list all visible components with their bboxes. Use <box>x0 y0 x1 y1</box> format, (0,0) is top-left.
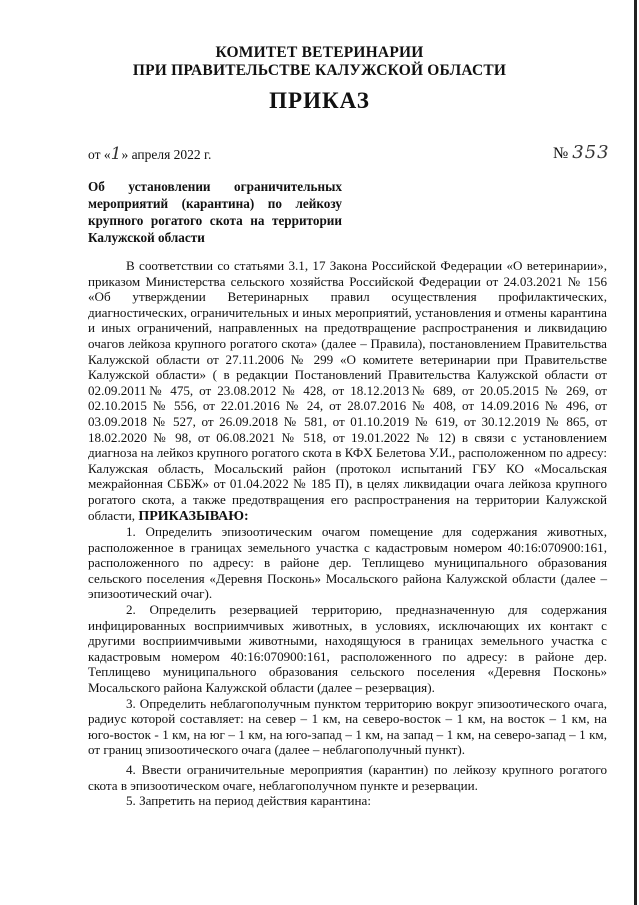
order-body <box>88 258 607 809</box>
number-sign: № <box>553 145 569 162</box>
date-day-handwritten: 1 <box>110 144 122 164</box>
committee-name: КОМИТЕТ ВЕТЕРИНАРИИ <box>215 44 424 61</box>
committee-affiliation: ПРИ ПРАВИТЕЛЬСТВЕ КАЛУЖСКОЙ ОБЛАСТИ <box>132 62 507 79</box>
order-item-2: 2. Определить резервацией территорию, предназначенную для содержания инфицированных восприимчивых животных, в условиях, исключающих их контакт с другими восприимчивыми животными, находящуюся в границах земельного участка с кадастровым номером 40:16:070900:161, расположенного по адресу: в районе дер. Теплищево муниципального образования сельского поселения «Деревня Посконь» Мосальского района Калужской области (далее – резервация). <box>88 602 607 696</box>
date-prefix: от « <box>88 147 111 162</box>
scan-edge-line <box>634 0 637 905</box>
order-directive: ПРИКАЗЫВАЮ: <box>138 508 249 524</box>
order-item-4: 4. Ввести ограничительные мероприятия (карантин) по лейкозу крупного рогатого скота в эпизоотическом очаге, неблагополучном пункте и резервации. <box>88 762 607 793</box>
order-item-3: 3. Определить неблагополучным пунктом территорию вокруг эпизоотического очага, радиус которой составляет: на север – 1 км, на северо-восток – 1 км, на восток – 1 км, на юго-восток - 1 км, на юг – 1 км, на юго-запад – 1 км, на запад – 1 км, на северо-запад – 1 км, от границ эпизоотического очага (далее – неблагополучный пункт). <box>88 695 607 758</box>
preamble-text: В соответствии со статьями 3.1, 17 Закона Российской Федерации «О ветеринарии», приказом Министерства сельского хозяйства Российской Федерации от 24.03.2021 № 156 «Об утверждении Ветеринарных правил осуществления профилактических, диагностических, ограничительных и иных мероприятий, установления и отмены карантина и иных ограничений, направленных на предотвращение распространения и ликвидацию очагов лейкоза крупного рогатого скота» (далее – Правила), постановлением Правительства Калужской области от 27.11.2006 № 299 «О комитете ветеринарии при Правительстве Калужской области» ( в редакции Постановлений Правительства Калужской области от 02.09.2011№ 475, от 23.08.2012 № 428, от 18.12.2013№ 689, от 20.05.2015 № 269, от 02.10.2015 № 556, от 22.01.2016 № 24, от 28.07.2016 № 408, от 14.09.2016 № 496, от 03.09.2018 № 527, от 26.09.2018 № 581, от 01.10.2019 № 619, от 30.12.2019 № 865, от 18.02.2020 № 98, от 06.08.2021 № 518, от 19.01.2022 № 12) в связи с установлением диагноза на лейкоз крупного рогатого скота в КФХ Белетова У.И., расположенном по адресу: Калужская область, Мосальский район (протокол испытаний ГБУ КО «Мосальская межрайонная СББЖ» от 01.04.2022 № 185 П), в целях ликвидации очага лейкоза крупного рогатого скота, а также предотвращения его распространения на территории Калужской области, <box>88 258 607 523</box>
subject-line: мероприятий (карантина) по лейкозу <box>88 196 342 211</box>
preamble-paragraph <box>88 258 607 524</box>
order-item-1: 1. Определить эпизоотическим очагом помещение для содержания животных, расположенное в границах земельного участка с кадастровым номером 40:16:070900:161, расположенного по адресу: в районе дер. Теплищево муниципального образования сельского поселения «Деревня Посконь» Мосальского района Калужской области (далее – эпизоотический очаг). <box>88 524 607 602</box>
order-subject <box>88 178 342 246</box>
document-title: ПРИКАЗ <box>269 88 370 113</box>
subject-line: Калужской области <box>88 230 205 245</box>
number-handwritten: 353 <box>572 142 610 163</box>
subject-line: крупного рогатого скота на территории <box>88 213 342 228</box>
order-number <box>553 142 610 163</box>
date-suffix: » апреля 2022 г. <box>121 147 212 162</box>
order-date <box>88 144 211 164</box>
order-item-5: 5. Запретить на период действия карантина: <box>126 793 371 809</box>
subject-line: Об установлении ограничительных <box>88 179 342 194</box>
